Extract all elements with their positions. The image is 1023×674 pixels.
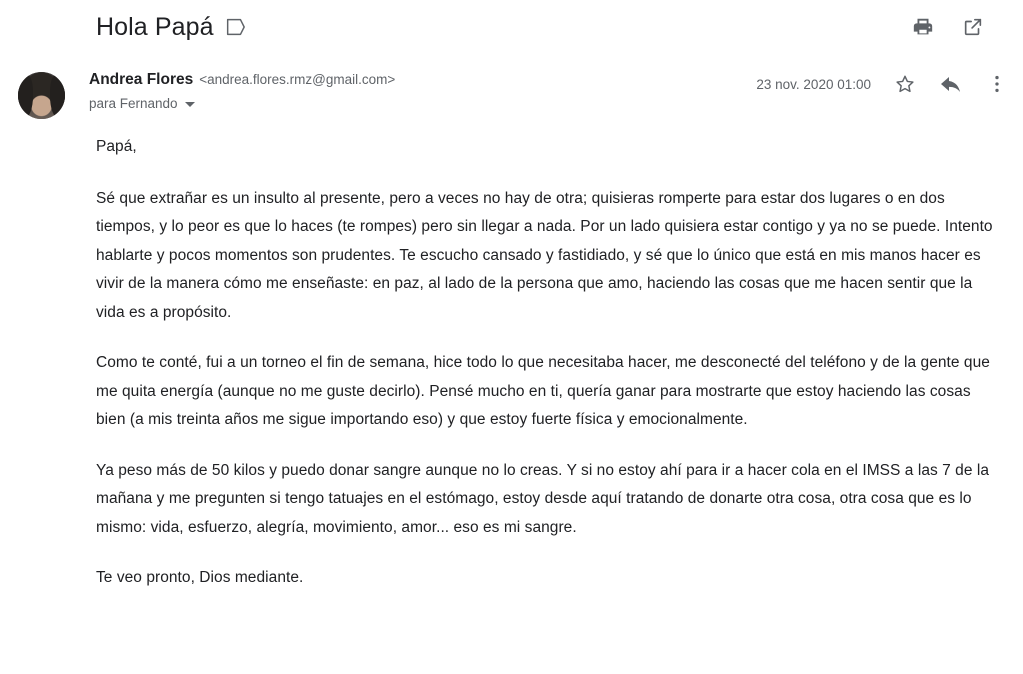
avatar-hair-right <box>50 74 65 118</box>
message-body <box>0 119 1023 593</box>
sender-line <box>89 70 756 90</box>
print-icon[interactable] <box>911 15 935 39</box>
sender-block <box>89 70 756 113</box>
sender-email[interactable]: <andrea.flores.rmz@gmail.com> <box>199 72 396 87</box>
message-paragraph: Te veo pronto, Dios mediante. <box>96 569 304 586</box>
message-date: 23 nov. 2020 01:00 <box>756 76 871 92</box>
inbox-chip-icon[interactable] <box>224 16 246 38</box>
open-in-new-window-icon[interactable] <box>961 15 985 39</box>
more-options-icon[interactable] <box>985 72 1009 96</box>
recipient-line[interactable] <box>89 95 756 113</box>
message-meta <box>756 70 1009 96</box>
message-header <box>0 44 1023 119</box>
toolbar-actions <box>911 15 999 39</box>
sender-name[interactable]: Andrea Flores <box>89 71 194 88</box>
message-paragraph: Como te conté, fui a un torneo el fin de semana, hice todo lo que necesitaba hacer, me desconecté del teléfono y de la gente que me quita energía (aunque no me guste decirlo). Pensé mucho en ti, quería ganar para mostrarte que estoy haciendo las cosas bien (a mis treinta años me sigue importando eso) y que estoy fuerte física y emocionalmente. <box>96 354 990 428</box>
message-paragraph: Ya peso más de 50 kilos y puedo donar sangre aunque no lo creas. Y si no estoy ahí para ir a hacer cola en el IMSS a las 7 de la mañana y me pregunten si tengo tatuajes en el estómago, estoy desde aquí tratando de donarte otra cosa, otra cosa que es lo mismo: vida, esfuerzo, alegría, movimiento, amor... eso es mi sangre. <box>96 461 990 536</box>
message-paragraph: Papá, <box>96 138 137 155</box>
page-title: Hola Papá <box>96 13 214 41</box>
chevron-down-icon[interactable] <box>185 102 195 107</box>
recipient-label: para Fernando <box>89 96 178 111</box>
subject-toolbar <box>0 0 1023 44</box>
avatar <box>18 72 65 119</box>
star-icon[interactable] <box>893 72 917 96</box>
reply-icon[interactable] <box>939 72 963 96</box>
message-paragraph: Sé que extrañar es un insulto al presente, pero a veces no hay de otra; quisieras romperte para estar dos lugares o en dos tiempos, y lo peor es que lo haces (te rompes) pero sin llegar a nada. Por un lado quisiera estar contigo y ya no se puede. Intento hablarte y pocos momentos son prudentes. Te escucho cansado y fastidiado, y sé que lo único que está en mis manos hacer es vivir de la manera cómo me enseñaste: en paz, al lado de la persona que amo, haciendo las cosas que me hacen sentir que la vida es a propósito. <box>96 189 993 321</box>
